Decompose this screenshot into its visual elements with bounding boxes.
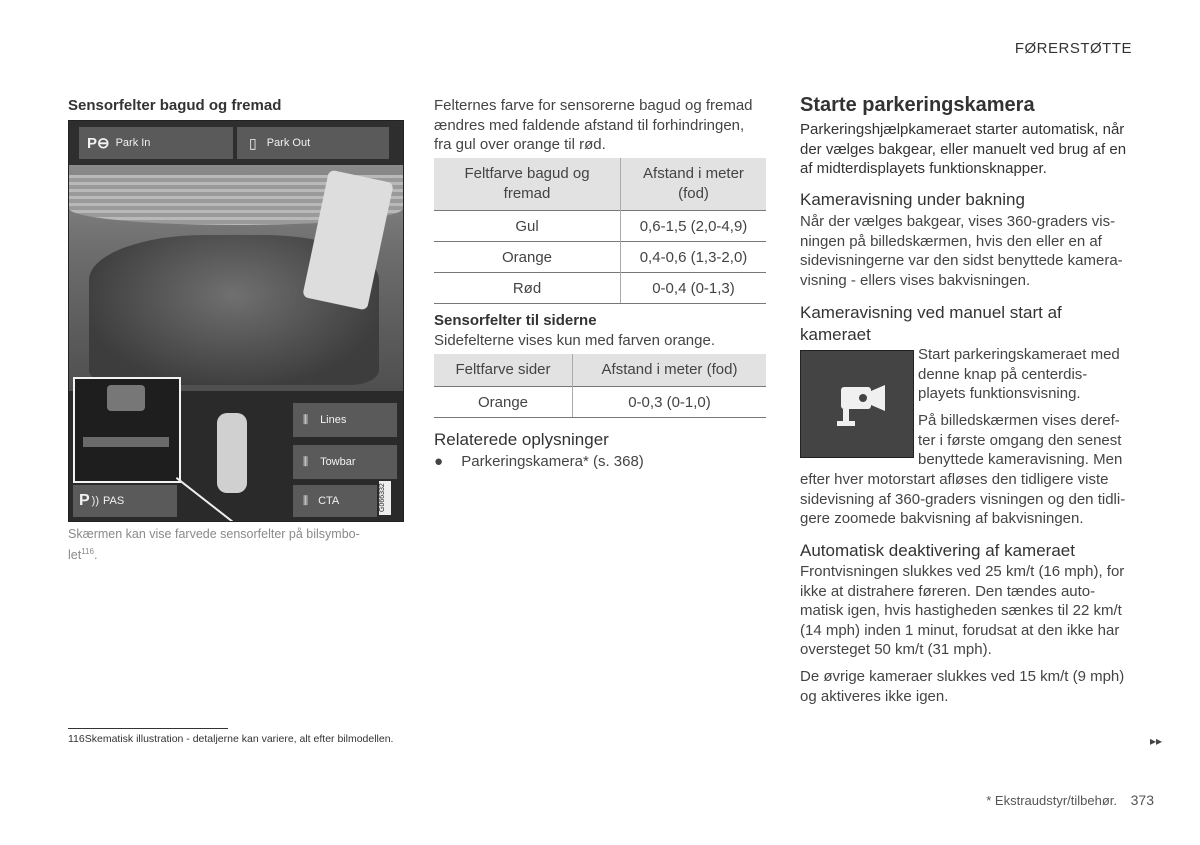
pas-button — [73, 485, 177, 517]
subheading-auto-off: Automatisk deaktivering af kameraet — [800, 541, 1075, 560]
camera-icon — [801, 351, 913, 457]
table1-header-color: Feltfarve bagud og fremad — [434, 158, 621, 211]
caption-line1: Skærmen kan vise farvede sensorfelter på bilsymbo- — [68, 527, 360, 541]
related-list-item[interactable] — [434, 452, 644, 472]
towbar-button — [293, 445, 397, 479]
table-cell: 0-0,3 (0-1,0) — [573, 387, 767, 418]
lines-button — [293, 403, 397, 437]
bullet-icon: ● — [434, 453, 444, 470]
table-cell: Gul — [434, 211, 621, 242]
caption-line2: let — [68, 548, 82, 563]
other-cameras-text: De øvrige kameraer slukkes ved 15 km/t (9 mph) og aktiveres ikke igen. — [800, 668, 1125, 705]
table-cell: 0,6-1,5 (2,0-4,9) — [621, 211, 767, 242]
camera-button-illustration — [800, 350, 914, 458]
caption-end: . — [93, 548, 98, 563]
image-code: G066332 — [379, 481, 391, 515]
figure-caption — [68, 526, 388, 564]
cta-button — [293, 485, 377, 517]
park-out-label: Park Out — [266, 137, 311, 149]
table-cell: Orange — [434, 387, 573, 418]
table2-header-distance: Afstand i meter (fod) — [573, 354, 767, 387]
right-intro: Parkeringshjælpkameraet starter automatisk, når der vælges bakgear, eller manuelt ved brug af en af midterdisplayets funktionsknapper. — [800, 121, 1127, 177]
rear-camera-view — [69, 165, 403, 391]
subheading-manual: Kameravisning ved manuel start af kameraet — [800, 303, 1062, 344]
footnote-divider — [68, 728, 228, 729]
section-header: FØRERSTØTTE — [1014, 40, 1132, 57]
manual-view-text-b: efter hver motorstart afløses den tidligere viste sidevisning af 360-graders visningen og den tidli-gere zoomede bakvisning af bakvisningen. — [800, 471, 1126, 527]
table-cell: 0-0,4 (0-1,3) — [621, 273, 767, 304]
table-cell: 0,4-0,6 (1,3-2,0) — [621, 242, 767, 273]
figure-heading: Sensorfelter bagud og fremad — [68, 97, 282, 114]
related-heading: Relaterede oplysninger — [434, 430, 609, 449]
continue-arrows-icon: ▸▸ — [1149, 734, 1162, 748]
cta-label: CTA — [318, 495, 340, 507]
manual-start-text: Start parkeringskameraet med denne knap på centerdis-playets funktionsvisning. — [918, 346, 1120, 402]
car-top-icon — [217, 413, 247, 493]
footnote-text: Skematisk illustration - detaljerne kan variere, alt efter bilmodellen. — [84, 733, 394, 745]
subheading-reverse: Kameravisning under bakning — [800, 190, 1025, 209]
park-out-button — [237, 127, 389, 159]
park-in-label: Park In — [115, 137, 151, 149]
table-cell: Orange — [434, 242, 621, 273]
side-sensor-text: Sidefelterne vises kun med farven orange. — [434, 332, 715, 349]
cta-icon: ⫼ — [303, 494, 309, 507]
front-rear-sensor-table — [434, 158, 766, 304]
table-row — [434, 242, 766, 273]
footnote — [68, 733, 393, 745]
top-view-thumbnail — [73, 377, 181, 483]
reverse-text: Når der vælges bakgear, vises 360-graders vis-ningen på billedskærmen, hvis den eller en af sidevisningerne var den sidst benyttede kamera-visning - ellers vises bakvisningen. — [800, 213, 1123, 289]
sensor-waves-icon: )) — [91, 495, 99, 507]
intro-text: Felternes farve for sensorerne bagud og fremad ændres med faldende afstand til forhindringen, fra gul over orange til rød. — [434, 97, 753, 153]
table2-header-color: Feltfarve sider — [434, 354, 573, 387]
page-title: Starte parkeringskamera — [800, 94, 1035, 116]
park-in-icon: P⊖ — [87, 135, 110, 152]
towbar-icon: ⫼ — [303, 455, 309, 468]
table-cell: Rød — [434, 273, 621, 304]
related-link[interactable]: Parkeringskamera* (s. 368) — [461, 453, 644, 470]
car-out-icon: ▯ — [249, 134, 257, 151]
manual-view-text-a: På billedskærmen vises deref-ter i første omgang den senest benyttede kameravisning. Men — [918, 412, 1123, 468]
auto-off-text: Frontvisningen slukkes ved 25 km/t (16 mph), for ikke at distrahere føreren. Den tændes auto-matisk igen, hvis hastigheden sænkes til 22 km/t (14 mph) inden 1 minut, forudsat at den ikke har oversteget 50 km/t (31 mph). — [800, 563, 1125, 658]
table-row — [434, 273, 766, 304]
lines-icon: ⫼ — [303, 413, 309, 426]
caption-footnote-ref: 116 — [81, 547, 94, 556]
pas-icon: P — [79, 492, 90, 509]
lines-label: Lines — [320, 414, 347, 426]
pas-label: PAS — [103, 495, 125, 507]
table-row — [434, 211, 766, 242]
camera-screen-illustration — [68, 120, 404, 522]
side-sensor-table — [434, 354, 766, 418]
side-sensor-heading: Sensorfelter til siderne — [434, 312, 597, 329]
footnote-number: 116 — [68, 733, 85, 745]
page-number: 373 — [1130, 792, 1154, 808]
table-row — [434, 387, 766, 418]
accessory-note: * Ekstraudstyr/tilbehør. — [986, 793, 1118, 808]
towbar-label: Towbar — [320, 456, 356, 468]
table1-header-distance: Afstand i meter (fod) — [621, 158, 767, 211]
page-footer — [986, 792, 1154, 808]
park-in-button — [79, 127, 233, 159]
